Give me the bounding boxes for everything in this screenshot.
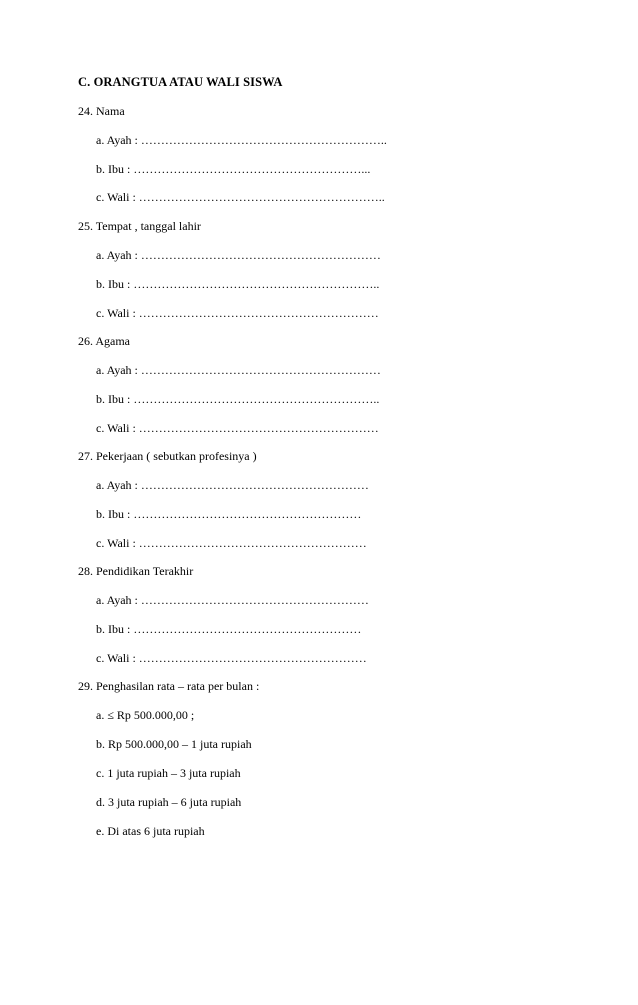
question-29-option-a: a. ≤ Rp 500.000,00 ; xyxy=(96,708,195,722)
question-27-option-b: b. Ibu : ………………………………………………… xyxy=(96,507,362,521)
question-25-option-b: b. Ibu : …………………………………………………….. xyxy=(96,277,380,291)
question-28-option-c: c. Wali : ………………………………………………… xyxy=(96,651,367,665)
question-25-option-c: c. Wali : …………………………………………………… xyxy=(96,306,379,320)
question-28-option-a: a. Ayah : ………………………………………………… xyxy=(96,593,369,607)
question-26-option-a: a. Ayah : …………………………………………………… xyxy=(96,363,381,377)
question-24-option-b: b. Ibu : …………………………………………………... xyxy=(96,162,371,176)
question-25-label: 25. Tempat , tanggal lahir xyxy=(78,219,201,233)
question-29-option-c: c. 1 juta rupiah – 3 juta rupiah xyxy=(96,766,241,780)
question-29-option-e: e. Di atas 6 juta rupiah xyxy=(96,824,205,838)
question-29-option-d: d. 3 juta rupiah – 6 juta rupiah xyxy=(96,795,242,809)
section-title: C. ORANGTUA ATAU WALI SISWA xyxy=(78,75,283,89)
question-26-option-b: b. Ibu : …………………………………………………….. xyxy=(96,392,380,406)
question-27-option-a: a. Ayah : ………………………………………………… xyxy=(96,478,369,492)
question-28-label: 28. Pendidikan Terakhir xyxy=(78,564,194,578)
question-27-label: 27. Pekerjaan ( sebutkan profesinya ) xyxy=(78,449,257,463)
question-28-option-b: b. Ibu : ………………………………………………… xyxy=(96,622,362,636)
question-27-option-c: c. Wali : ………………………………………………… xyxy=(96,536,367,550)
question-29-option-b: b. Rp 500.000,00 – 1 juta rupiah xyxy=(96,737,252,751)
question-24-option-c: c. Wali : …………………………………………………….. xyxy=(96,190,385,204)
question-29-label: 29. Penghasilan rata – rata per bulan : xyxy=(78,679,260,693)
question-26-label: 26. Agama xyxy=(78,334,130,348)
question-25-option-a: a. Ayah : …………………………………………………… xyxy=(96,248,381,262)
question-24-option-a: a. Ayah : …………………………………………………….. xyxy=(96,133,387,147)
question-26-option-c: c. Wali : …………………………………………………… xyxy=(96,421,379,435)
question-24-label: 24. Nama xyxy=(78,104,125,118)
